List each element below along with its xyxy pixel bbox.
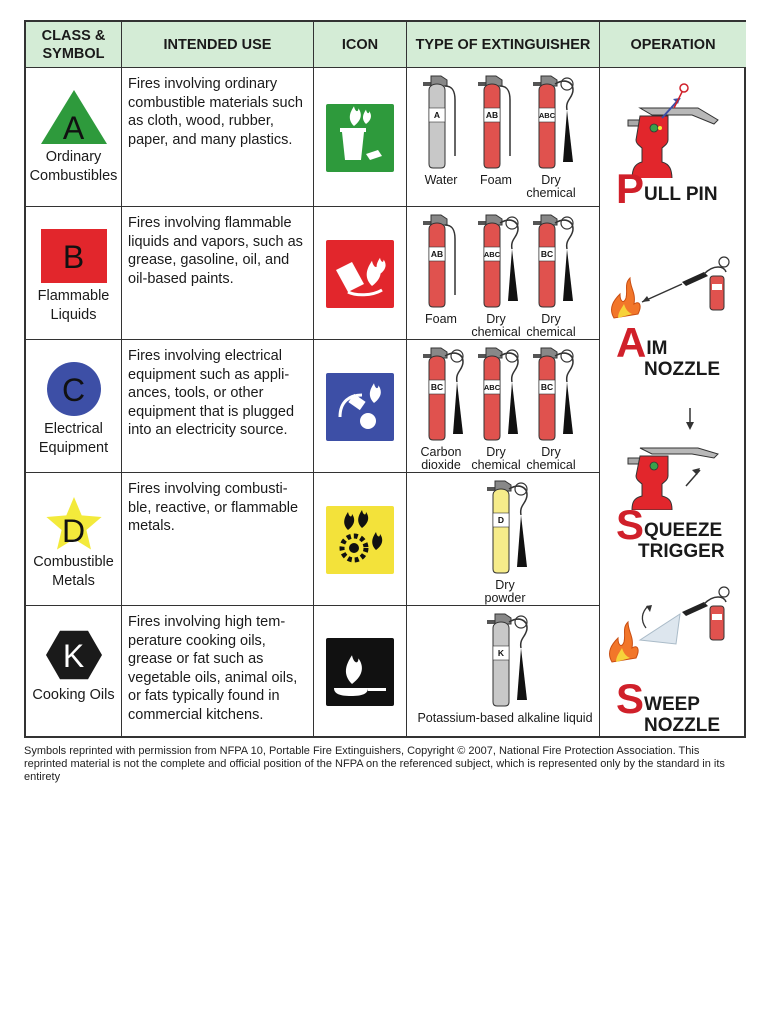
extinguisher-caption: Dry chemical xyxy=(471,445,521,472)
sweep-nozzle-illustration xyxy=(600,576,746,668)
class-name: Ordinary Combustibles xyxy=(29,149,118,184)
intended-use-b: Fires involving flammable liquids and vapors, such as grease, gasoline, oil, and oil-based paints. xyxy=(122,207,314,340)
intended-use-c: Fires involving electrical equipment such as appli-ances, tools, or other equipment that is plugged into an electricity source. xyxy=(122,340,314,473)
step-text-sweep: WEEP xyxy=(644,694,700,715)
extinguisher-c-2 xyxy=(529,344,581,444)
extinguisher-icon xyxy=(419,211,471,311)
extinguisher-caption: Dry chemical xyxy=(526,173,576,200)
extinguisher-caption: Dry chemical xyxy=(471,312,521,339)
class-symbol-b xyxy=(39,227,109,285)
icon-cell-c xyxy=(314,340,407,473)
extinguisher-cell-c xyxy=(407,340,600,473)
extinguisher-icon xyxy=(474,72,526,172)
icon-box-a xyxy=(326,104,394,172)
step-letter-p: P xyxy=(616,165,645,212)
class-name: Electrical Equipment xyxy=(38,421,109,456)
extinguisher-chart xyxy=(24,20,746,738)
header-icon: ICON xyxy=(314,22,407,68)
class-letter: A xyxy=(62,110,85,146)
header-class-symbol: CLASS & SYMBOL xyxy=(26,22,122,68)
class-letter: K xyxy=(62,638,85,674)
extinguisher-caption: Dry chemical xyxy=(526,445,576,472)
extinguisher-icon xyxy=(483,610,535,710)
extinguisher-b-0 xyxy=(419,211,471,311)
class-cell-a xyxy=(26,68,122,207)
footnote: Symbols reprinted with permission from NFPA 10, Portable Fire Extinguishers, Copyright © 2007, National Fire Protection Association. This reprinted material is not the complete and official position of the NFPA on the referenced subject, which is represented only by the standard in its entirety xyxy=(24,745,725,783)
extinguisher-cell-b xyxy=(407,207,600,340)
class-cell-k xyxy=(26,606,122,738)
step-text-squeeze: QUEEZE xyxy=(644,520,723,541)
header-intended-use: INTENDED USE xyxy=(122,22,314,68)
liquid-fire-icon xyxy=(326,240,394,308)
icon-box-d xyxy=(326,506,394,574)
svg-text:ABC: ABC xyxy=(538,111,556,120)
operation-column xyxy=(600,68,746,738)
extinguisher-caption: Dry powder xyxy=(484,578,526,605)
icon-cell-d xyxy=(314,473,407,606)
class-symbol-a xyxy=(39,88,109,146)
step-letter-s2: S xyxy=(616,675,645,722)
squeeze-trigger-illustration xyxy=(600,400,746,510)
metal-fire-icon xyxy=(326,506,394,574)
svg-text:BC: BC xyxy=(540,382,554,392)
extinguisher-a-1 xyxy=(474,72,526,172)
extinguisher-a-2 xyxy=(529,72,581,172)
extinguisher-icon xyxy=(483,477,535,577)
extinguisher-icon xyxy=(419,344,471,444)
class-name: Flammable Liquids xyxy=(37,288,110,323)
class-cell-d xyxy=(26,473,122,606)
icon-box-k xyxy=(326,638,394,706)
step-text-pull-pin: ULL PIN xyxy=(644,184,718,205)
extinguisher-icon xyxy=(529,211,581,311)
extinguisher-caption: Dry chemical xyxy=(526,312,576,339)
extinguisher-k-0 xyxy=(483,610,535,710)
icon-cell-b xyxy=(314,207,407,340)
class-symbol-k xyxy=(39,626,109,684)
extinguisher-d-0 xyxy=(483,477,535,577)
extinguisher-c-0 xyxy=(419,344,471,444)
class-symbol-c xyxy=(39,360,109,418)
step-text-aim: IM xyxy=(646,338,668,359)
electrical-fire-icon xyxy=(326,373,394,441)
intended-use-a: Fires involving ordinary combustible materials such as cloth, wood, rubber, paper, and many plastics. xyxy=(122,68,314,207)
extinguisher-caption: Potassium-based alkaline liquid xyxy=(417,711,593,725)
class-name: Cooking Oils xyxy=(32,687,115,703)
icon-box-c xyxy=(326,373,394,441)
extinguisher-caption: Water xyxy=(424,173,458,187)
extinguisher-cell-a xyxy=(407,68,600,207)
aim-nozzle-illustration xyxy=(600,240,746,330)
step-pull-pin xyxy=(616,165,762,212)
extinguisher-cell-k xyxy=(407,606,600,738)
cooking-fire-icon xyxy=(326,638,394,706)
icon-cell-k xyxy=(314,606,407,738)
extinguisher-a-0 xyxy=(419,72,471,172)
extinguisher-c-1 xyxy=(474,344,526,444)
step-squeeze xyxy=(616,501,762,548)
extinguisher-caption: Carbon dioxide xyxy=(420,445,462,472)
icon-cell-a xyxy=(314,68,407,207)
svg-text:BC: BC xyxy=(540,249,554,259)
extinguisher-cell-d xyxy=(407,473,600,606)
step-sweep xyxy=(616,675,762,722)
svg-text:ABC: ABC xyxy=(483,383,501,392)
extinguisher-icon xyxy=(419,72,471,172)
svg-text:K: K xyxy=(497,648,505,658)
extinguisher-icon xyxy=(529,344,581,444)
extinguisher-icon xyxy=(529,72,581,172)
class-cell-c xyxy=(26,340,122,473)
class-letter: C xyxy=(61,372,86,408)
step-aim xyxy=(616,319,762,366)
step-letter-a: A xyxy=(616,319,647,366)
step-aim-nozzle: NOZZLE xyxy=(644,359,720,380)
extinguisher-caption: Foam xyxy=(480,173,512,187)
class-symbol-d xyxy=(39,493,109,551)
svg-text:AB: AB xyxy=(485,110,499,120)
class-letter: B xyxy=(62,239,85,275)
step-squeeze-trigger: TRIGGER xyxy=(638,541,725,562)
class-cell-b xyxy=(26,207,122,340)
step-letter-s1: S xyxy=(616,501,645,548)
extinguisher-icon xyxy=(474,344,526,444)
icon-box-b xyxy=(326,240,394,308)
svg-text:A: A xyxy=(433,110,441,120)
header-operation: OPERATION xyxy=(600,22,746,68)
extinguisher-caption: Foam xyxy=(425,312,457,326)
svg-text:BC: BC xyxy=(430,382,444,392)
intended-use-d: Fires involving combusti-ble, reactive, or flammable metals. xyxy=(122,473,314,606)
extinguisher-b-1 xyxy=(474,211,526,311)
trash-fire-icon xyxy=(326,104,394,172)
extinguisher-icon xyxy=(474,211,526,311)
step-sweep-nozzle: NOZZLE xyxy=(644,715,720,736)
class-letter: D xyxy=(61,513,86,549)
extinguisher-b-2 xyxy=(529,211,581,311)
class-name: Combustible Metals xyxy=(33,554,114,589)
svg-text:AB: AB xyxy=(430,249,444,259)
svg-text:D: D xyxy=(497,515,505,525)
intended-use-k: Fires involving high tem-perature cooking oils, grease or fat such as vegetable oils, animal oils, or fats typically found in commercial kitchens. xyxy=(122,606,314,738)
header-type: TYPE OF EXTINGUISHER xyxy=(407,22,600,68)
svg-text:ABC: ABC xyxy=(483,250,501,259)
pull-pin-illustration xyxy=(600,68,746,178)
